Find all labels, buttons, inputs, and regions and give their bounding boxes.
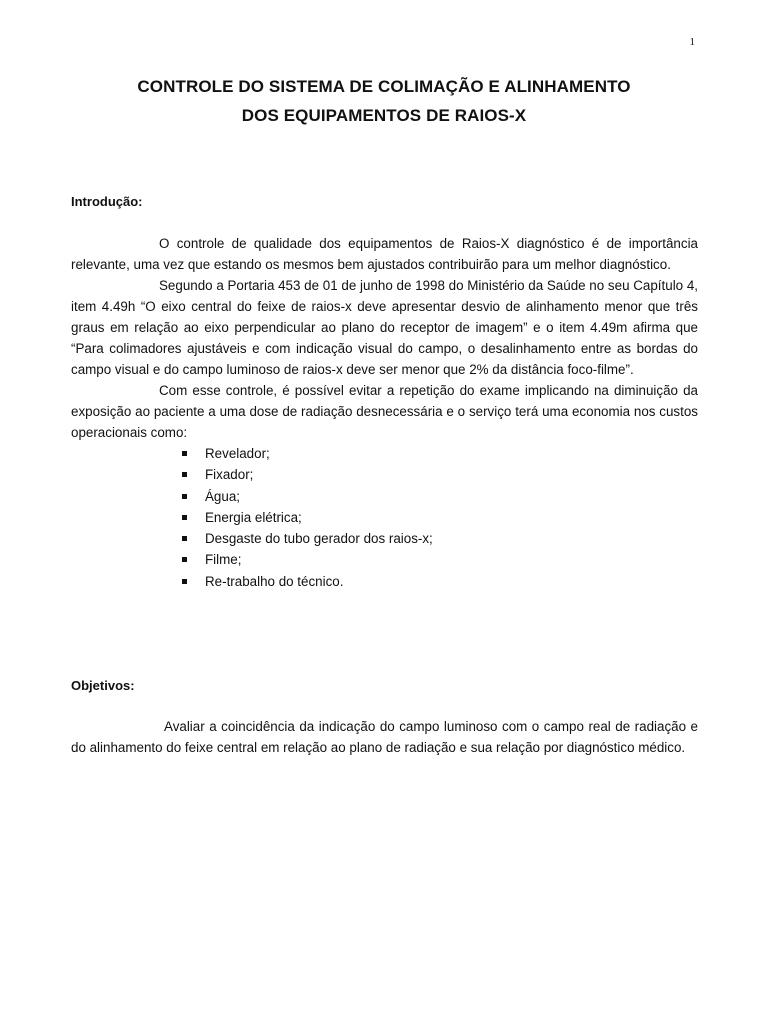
square-bullet-icon	[182, 515, 187, 520]
list-item-text: Filme;	[205, 552, 242, 568]
square-bullet-icon	[182, 494, 187, 499]
title-line-2: DOS EQUIPAMENTOS DE RAIOS-X	[241, 106, 527, 125]
list-item	[181, 528, 698, 549]
square-bullet-icon	[182, 579, 187, 584]
cost-list	[71, 443, 698, 592]
objectives-section	[71, 716, 698, 758]
title-line-1: CONTROLE DO SISTEMA DE COLIMAÇÃO E ALINHAMENTO	[137, 77, 631, 96]
page-number: 1	[689, 36, 695, 48]
list-item	[181, 571, 698, 592]
intro-paragraph-1: O controle de qualidade dos equipamentos de Raios-X diagnóstico é de importância relevante, uma vez que estando os mesmos bem ajustados contribuirão para um melhor diagnóstico.	[71, 236, 698, 272]
list-item	[181, 443, 698, 464]
square-bullet-icon	[182, 472, 187, 477]
list-item-text: Revelador;	[205, 446, 270, 461]
list-item-text: Desgaste do tubo gerador dos raios-x;	[205, 531, 433, 547]
square-bullet-icon	[182, 451, 187, 456]
intro-paragraph-2: Segundo a Portaria 453 de 01 de junho de 1998 do Ministério da Saúde no seu Capítulo 4, item 4.49h “O eixo central do feixe de raios-x deve apresentar desvio de alinhamento menor que três graus em relação ao eixo perpendicular ao plano do receptor de imagem” e o item 4.49m afirma que “Para colimadores ajustáveis e com indicação visual do campo, o desalinhamento entre as bordas do campo visual e do campo luminoso de raios-x deve ser menor que 2% da distância foco-filme”.	[71, 278, 698, 377]
introduction-section	[71, 233, 698, 592]
list-item	[181, 549, 698, 570]
square-bullet-icon	[182, 557, 187, 562]
list-item	[181, 464, 698, 485]
list-item-text: Re-trabalho do técnico.	[205, 573, 344, 589]
document-title	[70, 72, 698, 130]
list-item	[181, 486, 698, 507]
intro-paragraph-3: Com esse controle, é possível evitar a repetição do exame implicando na diminuição da exposição ao paciente a uma dose de radiação desnecessária e o serviço terá uma economia nos custos operacionais como:	[71, 383, 698, 440]
square-bullet-icon	[182, 536, 187, 541]
introduction-heading: Introdução:	[71, 194, 143, 209]
objectives-paragraph: Avaliar a coincidência da indicação do campo luminoso com o campo real de radiação e do alinhamento do feixe central em relação ao plano de radiação e sua relação por diagnóstico médico.	[71, 719, 698, 755]
objectives-heading: Objetivos:	[71, 678, 135, 693]
list-item	[181, 507, 698, 528]
list-item-text: Água;	[205, 488, 240, 504]
list-item-text: Energia elétrica;	[205, 509, 302, 525]
list-item-text: Fixador;	[205, 467, 254, 483]
